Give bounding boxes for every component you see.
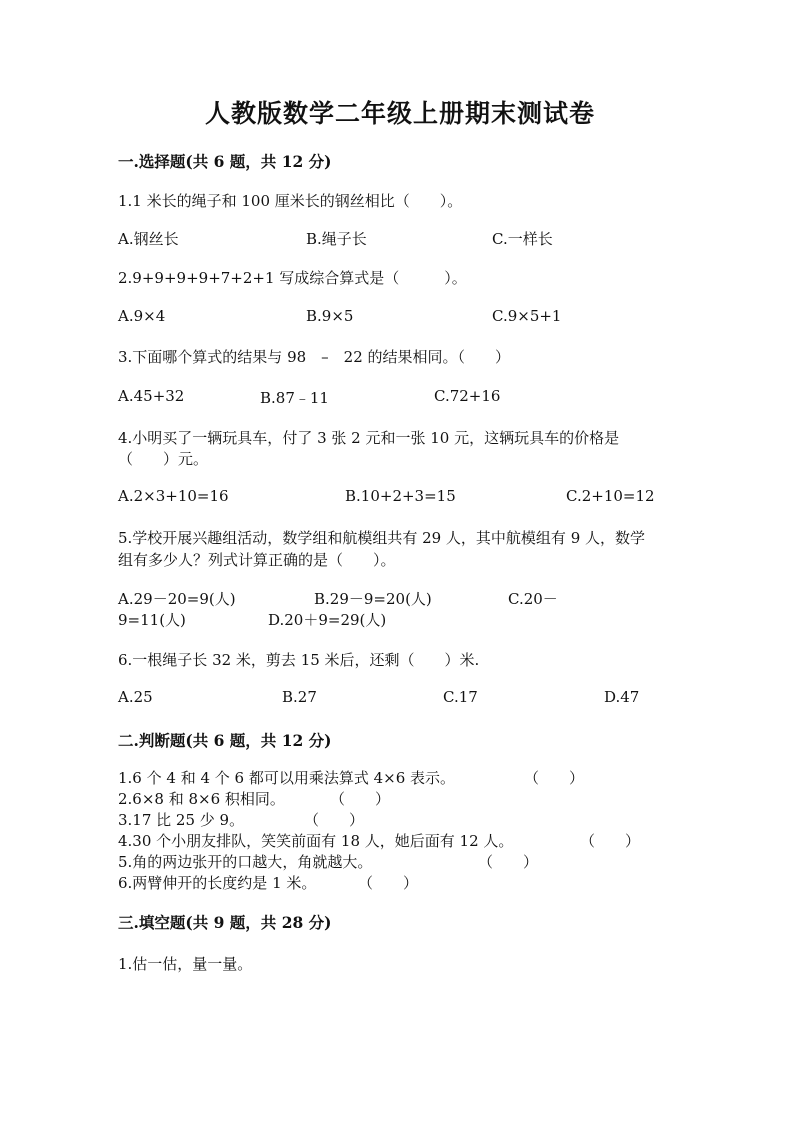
judge-item-3: 3.17 比 25 少 9。 [118, 811, 245, 829]
question-5-line-2: 组有多少人？列式计算正确的是（ ）。 [118, 551, 396, 569]
section-heading-fill-blank: 三.填空题(共 9 题，共 28 分) [118, 913, 332, 932]
section-heading-true-false: 二.判断题(共 6 题，共 12 分) [118, 731, 332, 750]
question-6: 6.一根绳子长 32 米，剪去 15 米后，还剩（ ）米. [118, 651, 480, 669]
judge-item-6: 6.两臂伸开的长度约是 1 米。 [118, 874, 317, 892]
option-c: C.2+10=12 [566, 487, 655, 505]
option-a: A.29－20=9(人) [118, 590, 236, 608]
section-heading-choice: 一.选择题(共 6 题，共 12 分) [118, 152, 332, 171]
option-b: B.29－9=20(人) [314, 590, 432, 608]
option-c: C.17 [443, 688, 478, 706]
option-a: A.9×4 [118, 307, 166, 325]
option-c: C.9×5+1 [492, 307, 562, 325]
question-5-line-1: 5.学校开展兴趣组活动，数学组和航模组共有 29 人，其中航模组有 9 人，数学 [118, 529, 646, 547]
question-4-line-2: （ ）元。 [118, 450, 209, 468]
option-b: B.10+2+3=15 [345, 487, 456, 505]
page-title: 人教版数学二年级上册期末测试卷 [204, 99, 595, 128]
judge-item-5: 5.角的两边张开的口越大，角就越大。 [118, 853, 373, 871]
option-b: B.87﹣11 [260, 389, 329, 407]
answer-paren: （ ） [358, 874, 419, 892]
option-a: A.45+32 [118, 387, 185, 405]
fill-question-1: 1.估一估，量一量。 [118, 955, 253, 973]
option-d: D.47 [604, 688, 640, 706]
judge-item-4: 4.30 个小朋友排队，笑笑前面有 18 人，她后面有 12 人。 [118, 832, 514, 850]
option-c: C.72+16 [434, 387, 501, 405]
option-b: B.绳子长 [306, 230, 367, 248]
option-c: C.一样长 [492, 230, 553, 248]
answer-paren: （ ） [304, 811, 365, 829]
answer-paren: （ ） [478, 853, 539, 871]
judge-item-2: 2.6×8 和 8×6 积相同。 [118, 790, 285, 808]
question-3: 3.下面哪个算式的结果与 98 – 22 的结果相同。（ ） [118, 348, 511, 366]
option-a: A.钢丝长 [118, 230, 179, 248]
question-4-line-1: 4.小明买了一辆玩具车，付了 3 张 2 元和一张 10 元，这辆玩具车的价格是 [118, 429, 620, 447]
answer-paren: （ ） [524, 769, 585, 787]
option-b: B.9×5 [306, 307, 354, 325]
answer-paren: （ ） [580, 832, 641, 850]
answer-paren: （ ） [330, 790, 391, 808]
option-c-continued: 9=11(人) [118, 611, 186, 629]
question-1: 1.1 米长的绳子和 100 厘米长的钢丝相比（ ）。 [118, 192, 463, 210]
option-b: B.27 [282, 688, 317, 706]
option-d: D.20＋9=29(人) [268, 611, 387, 629]
option-a: A.2×3+10=16 [118, 487, 229, 505]
question-2: 2.9+9+9+9+7+2+1 写成综合算式是（ ）。 [118, 269, 467, 287]
option-a: A.25 [118, 688, 153, 706]
option-c: C.20－ [508, 590, 558, 608]
judge-item-1: 1.6 个 4 和 4 个 6 都可以用乘法算式 4×6 表示。 [118, 769, 456, 787]
